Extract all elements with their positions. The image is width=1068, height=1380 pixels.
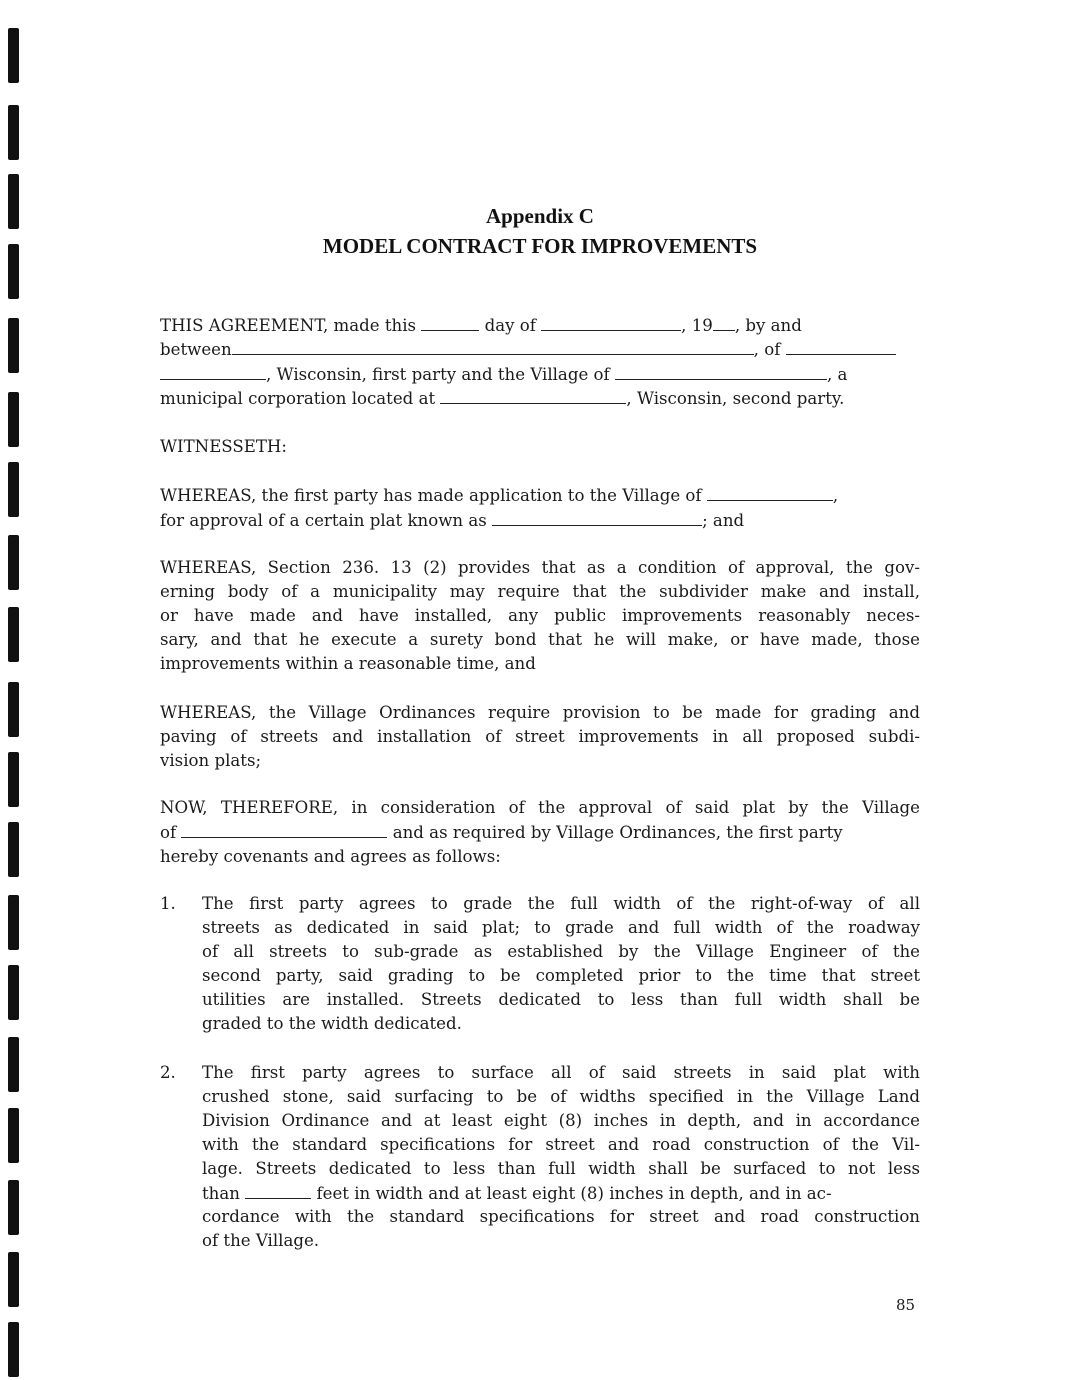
item-2-line: lage. Streets dedicated to less than full width shall be surfaced to not less: [202, 1159, 920, 1178]
item-1-line: of all streets to sub-grade as established by the Village Engineer of the: [202, 942, 920, 961]
whereas-text: ,: [832, 486, 839, 505]
now-therefore-line-2: [160, 820, 920, 845]
agreement-text: , by and: [734, 316, 802, 335]
punch-hole-mark: [8, 462, 19, 517]
item-2-number: 2.: [160, 1063, 176, 1082]
punch-hole-mark: [8, 822, 19, 877]
year-blank[interactable]: [713, 313, 735, 331]
punch-hole-mark: [8, 752, 19, 807]
punch-hole-mark: [8, 392, 19, 447]
item-2-line: of the Village.: [202, 1231, 320, 1250]
item-2-line: Division Ordinance and at least eight (8) inches in depth, and in accordance: [202, 1111, 920, 1130]
punch-hole-mark: [8, 535, 19, 590]
whereas2-line: improvements within a reasonable time, and: [160, 654, 536, 673]
item-2-text: feet in width and at least eight (8) inches in depth, and in ac-: [316, 1184, 832, 1203]
punch-hole-mark: [8, 105, 19, 160]
first-party-city-blank[interactable]: [160, 362, 266, 380]
agreement-text: , a: [826, 365, 848, 384]
now-therefore-line-1: NOW, THEREFORE, in consideration of the approval of said plat by the Village: [160, 798, 920, 817]
whereas-text: ; and: [702, 511, 745, 530]
item-2-line: [202, 1181, 920, 1206]
whereas2-line: WHEREAS, Section 236. 13 (2) provides that as a condition of approval, the gov-: [160, 558, 920, 577]
punch-hole-mark: [8, 1108, 19, 1163]
item-2-text: than: [202, 1184, 240, 1203]
item-2-line: cordance with the standard specifications for street and road construction: [202, 1207, 920, 1226]
agreement-text: THIS AGREEMENT, made this: [160, 316, 417, 335]
item-2-line: The first party agrees to surface all of said streets in said plat with: [202, 1063, 920, 1082]
first-party-name-blank[interactable]: [232, 337, 754, 355]
item-1-line: graded to the width dedicated.: [202, 1014, 462, 1033]
whereas2-line: erning body of a municipality may require that the subdivider make and install,: [160, 582, 920, 601]
now-therefore-text: of: [160, 823, 177, 842]
plat-name-blank[interactable]: [492, 508, 702, 526]
witnesseth-heading: WITNESSETH:: [160, 437, 287, 456]
first-party-location-blank[interactable]: [786, 337, 896, 355]
surface-width-blank[interactable]: [245, 1181, 311, 1199]
punch-hole-mark: [8, 965, 19, 1020]
agreement-text: , of: [753, 340, 781, 359]
corporation-location-blank[interactable]: [440, 386, 626, 404]
agreement-text: between: [160, 340, 232, 359]
punch-hole-mark: [8, 174, 19, 229]
whereas3-line: paving of streets and installation of street improvements in all proposed subdi-: [160, 727, 920, 746]
agreement-text: municipal corporation located at: [160, 389, 436, 408]
item-2-line: crushed stone, said surfacing to be of widths specified in the Village Land: [202, 1087, 920, 1106]
punch-hole-mark: [8, 607, 19, 662]
whereas3-line: WHEREAS, the Village Ordinances require provision to be made for grading and: [160, 703, 920, 722]
agreement-line-3: [160, 362, 920, 387]
agreement-text: , Wisconsin, second party.: [626, 389, 845, 408]
punch-hole-mark: [8, 318, 19, 373]
item-1-number: 1.: [160, 894, 176, 913]
whereas2-line: sary, and that he execute a surety bond that he will make, or have made, those: [160, 630, 920, 649]
punch-hole-mark: [8, 895, 19, 950]
whereas-text: for approval of a certain plat known as: [160, 511, 487, 530]
item-1-line: utilities are installed. Streets dedicated to less than full width shall be: [202, 990, 920, 1009]
agreement-text: , 19: [681, 316, 713, 335]
whereas2-line: or have made and have installed, any public improvements reasonably neces-: [160, 606, 920, 625]
item-1-line: The first party agrees to grade the full width of the right-of-way of all: [202, 894, 920, 913]
item-1-line: streets as dedicated in said plat; to grade and full width of the roadway: [202, 918, 920, 937]
whereas1-line-2: [160, 508, 920, 533]
whereas1-line-1: [160, 483, 920, 508]
binding-holes: [8, 0, 28, 1380]
punch-hole-mark: [8, 28, 19, 83]
agreement-line-2: [160, 337, 920, 362]
punch-hole-mark: [8, 1037, 19, 1092]
punch-hole-mark: [8, 244, 19, 299]
application-village-blank[interactable]: [707, 483, 833, 501]
agreement-line-4: [160, 386, 920, 411]
day-blank[interactable]: [421, 313, 479, 331]
punch-hole-mark: [8, 1252, 19, 1307]
approval-village-blank[interactable]: [181, 820, 387, 838]
whereas-text: WHEREAS, the first party has made application to the Village of: [160, 486, 702, 505]
village-name-blank[interactable]: [615, 362, 827, 380]
agreement-text: , Wisconsin, first party and the Village of: [266, 365, 610, 384]
now-therefore-line-3: hereby covenants and agrees as follows:: [160, 847, 501, 866]
item-2-line: with the standard specifications for street and road construction of the Vil-: [202, 1135, 920, 1154]
whereas3-line: vision plats;: [160, 751, 262, 770]
now-therefore-text: and as required by Village Ordinances, the first party: [392, 823, 843, 842]
agreement-text: day of: [484, 316, 536, 335]
month-blank[interactable]: [541, 313, 681, 331]
punch-hole-mark: [8, 1322, 19, 1377]
contract-title: MODEL CONTRACT FOR IMPROVEMENTS: [322, 234, 758, 258]
appendix-title: Appendix C: [486, 204, 594, 228]
punch-hole-mark: [8, 682, 19, 737]
item-1-line: second party, said grading to be completed prior to the time that street: [202, 966, 920, 985]
agreement-line-1: [160, 313, 920, 338]
punch-hole-mark: [8, 1180, 19, 1235]
page-number: 85: [896, 1296, 916, 1314]
